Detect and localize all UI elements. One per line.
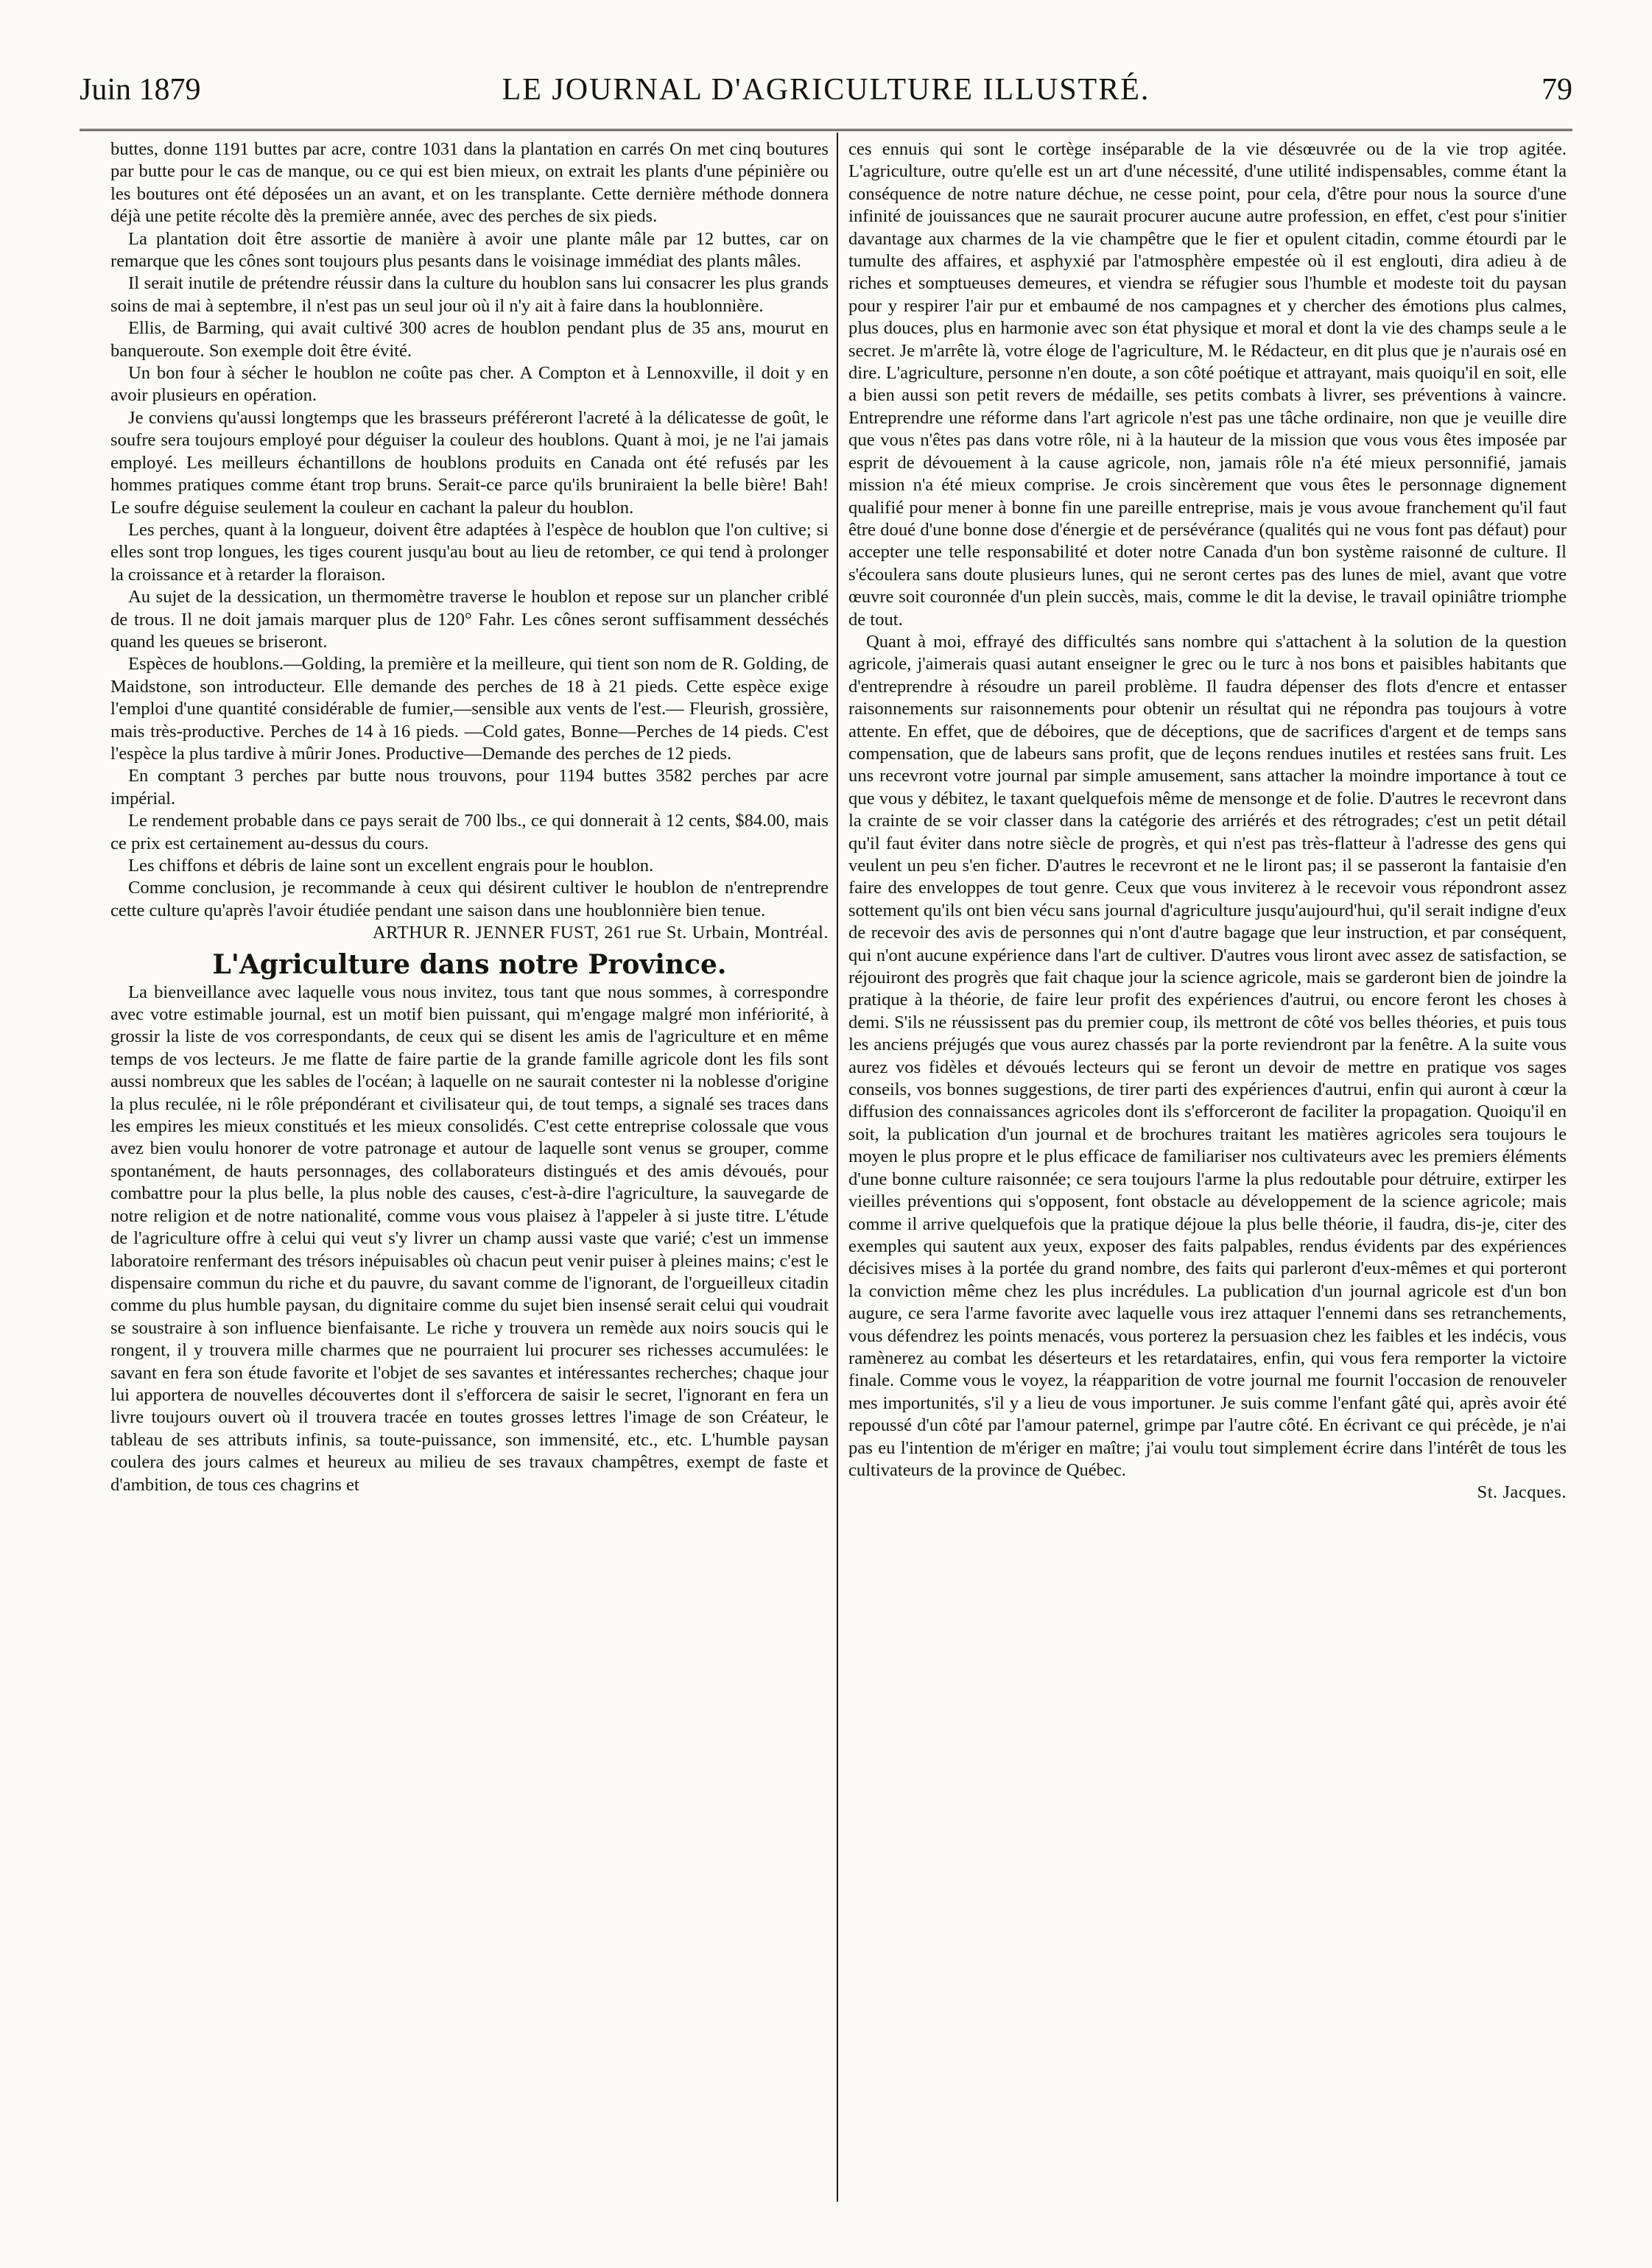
paragraph: Les chiffons et débris de laine sont un excellent engrais pour le houblon.: [128, 856, 654, 876]
author-signature: ARTHUR R. JENNER FUST, 261 rue St. Urbain, Montréal.: [372, 923, 829, 943]
paragraph: La plantation doit être assortie de manière à avoir une plante mâle par 12 buttes, car on remarque que les cônes sont toujours plus pesants dans le voisinage immédiat des plants mâles.: [110, 228, 829, 272]
paragraph: Il serait inutile de prétendre réussir dans la culture du houblon sans lui consacrer les plus grands soins de mai à septembre, il n'est pas un seul jour où il n'y ait à faire dans la houblonnière.: [110, 273, 829, 316]
paragraph: Les perches, quant à la longueur, doivent être adaptées à l'espèce de houblon que l'on cultive; si elles sont trop longues, les tiges courent jusqu'au bout au lieu de retomber, ce qui tend à prolonger la croissance et à retarder la floraison.: [110, 519, 829, 585]
paragraph: En comptant 3 perches par butte nous trouvons, pour 1194 buttes 3582 perches par acre impérial.: [110, 766, 829, 809]
journal-title: LE JOURNAL D'AGRICULTURE ILLUSTRÉ.: [502, 73, 1150, 107]
paragraph: La bienveillance avec laquelle vous nous invitez, tous tant que nous sommes, à correspondre avec votre estimable journal, est un motif bien puissant, qui m'engage malgré mon infériorité, à grossir la liste de vos correspondants, de ceux qui se disent les amis de l'agriculture et en même temps de vos lecteurs. Je me flatte de faire partie de la grande famille agricole dont les fils sont aussi nombreux que les sables de l'océan; à laquelle on ne saurait contester ni la noblesse d'origine la plus reculée, ni le rôle prépondérant et civilisateur qui, de tout temps, a signalé ses traces dans les empires les mieux constitués et les mieux consolidés. C'est cette entreprise colossale que vous avez bien voulu honorer de votre patronage et autour de laquelle sont venus se grouper, comme spontanément, de hauts personnages, des collaborateurs distingués et des amis dévoués, pour combattre pour la plus belle, la plus noble des causes, c'est-à-dire l'agriculture, la sauvegarde de notre religion et de notre nationalité, comme vous vous plaisez à l'appeler à si juste titre. L'étude de l'agriculture offre à celui qui veut s'y livrer un champ aussi vaste que varié; c'est un immense laboratoire renfermant des trésors inépuisables où chacun peut venir puiser à pleines mains; c'est le dispensaire commun du riche et du pauvre, du savant comme de l'ignorant, de l'orgueilleux citadin comme du plus humble paysan, du dignitaire comme du sujet bien insensé serait celui qui voudrait se soustraire à son influence bienfaisante. Le riche y trouvera un remède aux noirs soucis qui le rongent, il y trouvera mille charmes que ne pourraient lui procurer ses richesses accumulées: le savant en fera son étude favorite et l'objet de ses savantes et intéressantes recherches; chaque jour lui apportera de nouvelles découvertes dont il s'efforcera de saisir le secret, l'ignorant en fera un livre toujours ouvert où il trouvera tracée en toutes grosses lettres l'image de son Créateur, le tableau de ses attributs infinis, sa toute-puissance, son immensité, etc., etc. L'humble paysan coulera des jours calmes et heureux au milieu de ses travaux champêtres, exempt de faste et d'ambition, de tous ces chagrins et: [110, 982, 829, 1495]
paragraph: Au sujet de la dessication, un thermomètre traverse le houblon et repose sur un plancher criblé de trous. Il ne doit jamais marquer plus de 120° Fahr. Les cônes seront suffisamment desséchés quand les queues se briseront.: [110, 587, 829, 652]
paragraph: Je conviens qu'aussi longtemps que les brasseurs préféreront l'acreté à la délicatesse de goût, le soufre sera toujours employé pour déguiser la couleur des houblons. Quant à moi, je ne l'ai jamais employé. Les meilleurs échantillons de houblons produits en Canada ont été refusés par les hommes pratiques comme étant trop bruns. Serait-ce parce qu'ils bruniraient la belle bière! Bah! Le soufre déguise seulement la couleur en cachant la paleur du houblon.: [110, 407, 829, 518]
header-rule: [80, 129, 1572, 131]
paragraph: Le rendement probable dans ce pays serait de 700 lbs., ce qui donnerait à 12 cents, $84.00, mais ce prix est certainement au-dessus du cours.: [110, 811, 829, 853]
paragraph: Un bon four à sécher le houblon ne coûte pas cher. A Compton et à Lennoxville, il doit y en avoir plusieurs en opération.: [110, 363, 829, 406]
paragraph: Ellis, de Barming, qui avait cultivé 300 acres de houblon pendant plus de 35 ans, mourut en banqueroute. Son exemple doit être évité.: [110, 318, 829, 361]
column-divider: [837, 133, 838, 2202]
article-signature: St. Jacques.: [1477, 1482, 1567, 1503]
paragraph: Quant à moi, effrayé des difficultés sans nombre qui s'attachent à la solution de la question agricole, j'aimerais quasi autant enseigner le grec ou le turc à nos bons et paisibles habitants que d'entreprendre à résoudre un pareil problème. Il faudra dépenser des flots d'encre et entasser raisonnements sur raisonnements pour obtenir un résultat qui ne répondra pas toujours à votre attente. En effet, que de déboires, que de déceptions, que de sacrifices d'argent et de temps sans compensation, que de labeurs sans profit, que de leçons rendues inutiles et restées sans fruit. Les uns recevront votre journal par simple amusement, sans attacher la moindre importance à tout ce que vous y débitez, le taxant quelquefois même de mensonge et de folie. D'autres le recevront dans la crainte de se voir classer dans la catégorie des arriérés et des rétrogrades; c'est un petit détail qu'il faut éviter dans notre siècle de progrès, et qui n'est pas très-flatteur à l'adresse des gens qui veulent un peu s'en ficher. D'autres le recevront et ne le liront pas; il se passeront la fantaisie d'en faire des enveloppes de tout genre. Ceux que vous inviterez à le recevoir vous répondront assez sottement qu'ils ont bien vécu sans journal d'agriculture jusqu'aujourd'hui, qu'il serait indigne d'eux de recevoir des avis de personnes qui n'ont d'autre bagage que leur instruction, et par conséquent, qui n'ont aucune expérience dans l'art de cultiver. D'autres vous liront avec assez de satisfaction, se réjouiront des progrès que fait chaque jour la science agricole, mais se garderont bien de joindre la pratique à la théorie, de faire leur profit des expériences d'autrui, ou encore feront les choses à demi. S'ils ne réussissent pas du premier coup, ils mettront de côté vos belles théories, et puis tous les anciens préjugés que vous aurez chassés par la porte reviendront par la fenêtre. A la suite vous aurez vos fidèles et dévoués lecteurs qui se feront un devoir de mettre en pratique vos sages conseils, vos bonnes suggestions, de tirer parti des expériences d'autrui, enfin qui auront à cœur la diffusion des connaissances agricoles dont ils s'efforceront de faciliter la propagation. Quoiqu'il en soit, la publication d'un journal et de brochures traitant les matières agricoles sera toujours le moyen le plus propre et le plus efficace de familiariser nos cultivateurs avec les premiers éléments d'une bonne culture raisonnée; ce sera toujours l'arme la plus redoutable pour détruire, extirper les vieilles préventions qui s'opposent, font obstacle au développement de la science agricole; mais comme il arrive quelquefois que la pratique déjoue la plus belle théorie, il faudra, dis-je, citer des exemples qui sautent aux yeux, exposer des faits palpables, rendus évidents par des expériences décisives mises à la portée du grand nombre, des faits qui parleront d'eux-mêmes et qui porteront la conviction même chez les plus incrédules. La publication d'un journal agricole est d'un bon augure, ce sera l'arme favorite avec laquelle vous irez attaquer l'ennemi dans ses retranchements, vous défendrez les points menacés, vous porterez la persuasion chez les faibles et les indécis, vous ramènerez au combat les déserteurs et les retardataires, enfin, qui vous fera remporter la victoire finale. Comme vous le voyez, la réapparition de votre journal me fournit l'occasion de renouveler mes importunités, s'il y a lieu de vous importuner. Je suis comme l'enfant gâté qui, après avoir été repoussé d'un côté par l'amour paternel, grimpe par l'autre côté. En écrivant ce qui précède, je n'ai pas eu l'intention de m'ériger en maître; j'ai voulu tout simplement écrire dans l'intérêt de tous les cultivateurs de la province de Québec.: [848, 631, 1567, 1480]
paragraph: buttes, donne 1191 buttes par acre, contre 1031 dans la plantation en carrés On met cinq boutures par butte pour le cas de manque, ou ce qui est bien mieux, on extrait les plants d'une pépinière ou les boutures ont été déposées un an avant, et on les transplante. Cette dernière méthode donnera déjà une petite récolte dès la première année, avec des perches de six pieds.: [110, 139, 829, 227]
header-date: Juin 1879: [80, 73, 201, 107]
paragraph: ces ennuis qui sont le cortège inséparable de la vie désœuvrée ou de la vie trop agitée. L'agriculture, outre qu'elle est un art d'une nécessité, d'une utilité indispensables, comme étant la conséquence de notre nature déchue, ne cesse point, pour cela, d'être pour nous la source d'une infinité de jouissances que ne saurait procurer aucune autre profession, en effet, c'est pour s'initier davantage aux charmes de la vie champêtre que le fier et opulent citadin, comme étourdi par le tumulte des affaires, et asphyxié par l'atmosphère empestée où il est englouti, dira adieu à de riches et somptueuses demeures, et viendra se réfugier sous l'humble et modeste toit du paysan pour y respirer l'air pur et embaumé de nos campagnes et y chercher des émotions plus calmes, plus douces, plus en harmonie avec son état physique et moral et dont la vie des champs seule a le secret. Je m'arrête là, votre éloge de l'agriculture, M. le Rédacteur, en dit plus que je n'aurais osé en dire. L'agriculture, personne n'en doute, a son côté poétique et attrayant, mais quoiqu'il en soit, elle a bien aussi son petit revers de médaille, ses petits combats à livrer, ses préventions à vaincre. Entreprendre une réforme dans l'art agricole n'est pas une tâche ordinaire, non que je veuille dire que vous n'êtes pas dans votre rôle, ni à la hauteur de la mission que vous vous êtes imposée par esprit de dévouement à la cause agricole, non, jamais rôle n'a été mieux personnifié, jamais mission n'a été mieux comprise. Je crois sincèrement que vous êtes le personnage dignement qualifié pour mener à bonne fin une pareille entreprise, mais je vous avoue franchement qu'il faut être doué d'une bonne dose d'énergie et de persévérance (qualités qui ne vous font pas défaut) pour accepter une telle responsabilité et doter notre Canada d'un bon système raisonné de culture. Il s'écoulera sans doute plusieurs lunes, qui ne seront certes pas des lunes de miel, avant que votre œuvre soit couronnée d'un plein succès, mais, comme le dit la devise, le travail opiniâtre triomphe de tout.: [848, 139, 1567, 630]
right-column: [848, 138, 1567, 2200]
article-headline: L'Agriculture dans notre Province.: [212, 948, 727, 980]
left-column: [110, 138, 829, 2200]
page-number: 79: [1542, 73, 1572, 107]
page-header: [80, 72, 1572, 116]
paragraph: Comme conclusion, je recommande à ceux qui désirent cultiver le houblon de n'entreprendre cette culture qu'après l'avoir étudiée pendant une saison dans une houblonnière bien tenue.: [110, 878, 829, 920]
paragraph: Espèces de houblons.—Golding, la première et la meilleure, qui tient son nom de R. Golding, de Maidstone, son introducteur. Elle demande des perches de 18 à 21 pieds. Cette espèce exige l'emploi d'une quantité considérable de fumier,—sensible aux vents de l'est.— Fleurish, grossière, mais très-productive. Perches de 14 à 16 pieds. —Cold gates, Bonne—Perches de 14 pieds. C'est l'espèce la plus tardive à mûrir Jones. Productive—Demande des perches de 12 pieds.: [110, 654, 829, 764]
